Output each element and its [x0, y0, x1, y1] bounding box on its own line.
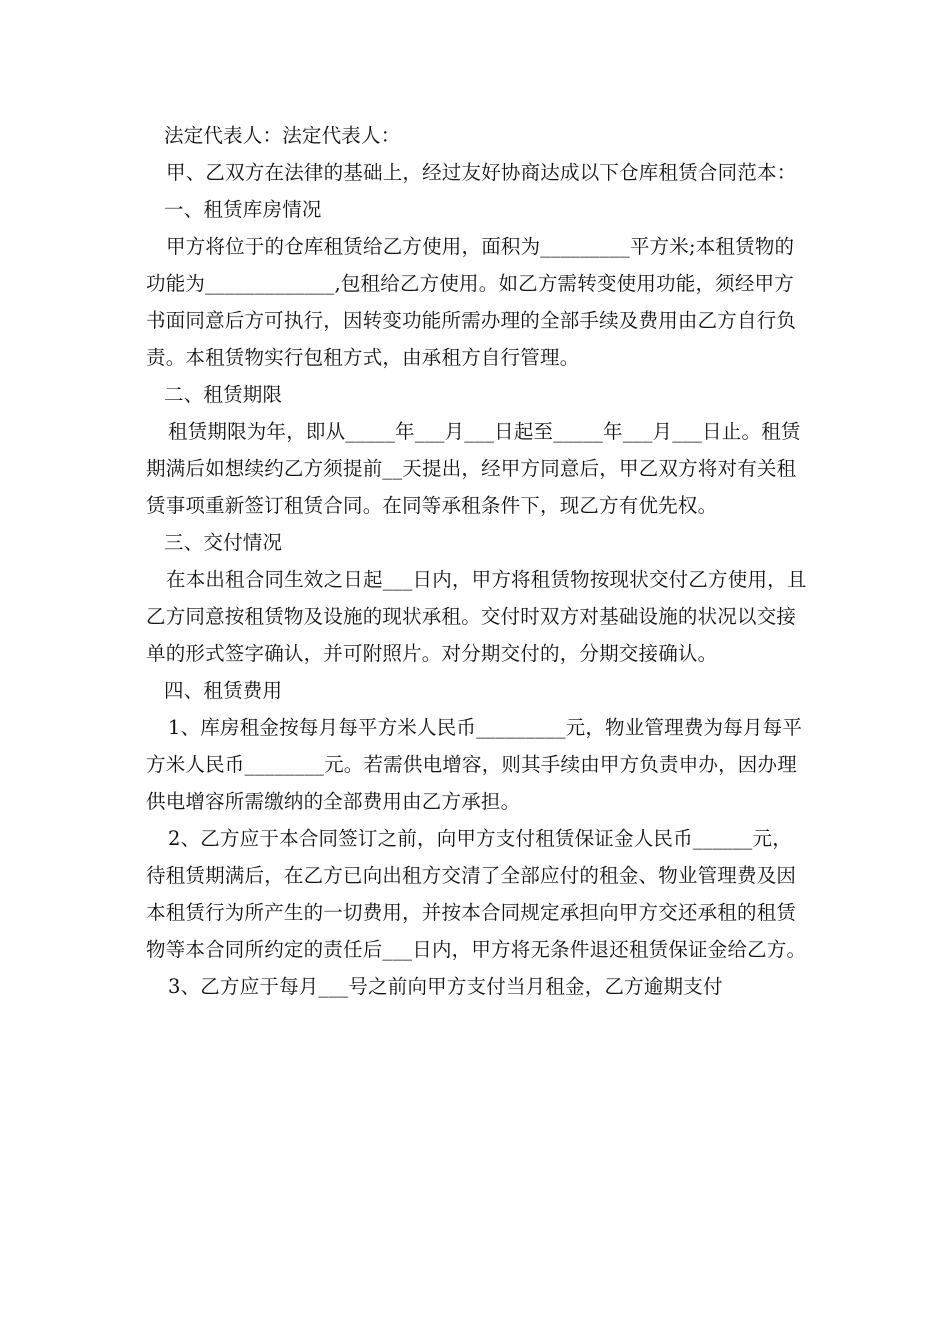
delivery-paragraph: 在本出租合同生效之日起___日内，甲方将租赁物按现状交付乙方使用，且乙方同意按租赁物及设施的现状承租。交付时双方对基础设施的状况以交接单的形式签字确认，并可附照片。对分期交付的，分期交接确认。 — [146, 568, 807, 665]
section-heading-premises: 一、租赁库房情况 — [164, 198, 322, 221]
section-heading-delivery: 三、交付情况 — [164, 531, 283, 554]
fees-item-2: 2、乙方应于本合同签订之前，向甲方支付租赁保证金人民币______元，待租赁期满后，在乙方已向出租方交清了全部应付的租金、物业管理费及因本租赁行为所产生的一切费用，并按本合同规定承担向甲方交还承租的租赁物等本合同所约定的责任后___日内，甲方将无条件退还租赁保证金给乙方。 — [146, 827, 807, 961]
term-paragraph: 租赁期限为年，即从_____年___月___日起至_____年___月___日止。租赁期满后如想续约乙方须提前__天提出，经甲方同意后，甲乙双方将对有关租赁事项重新签订租赁合同。在同等承租条件下，现乙方有优先权。 — [146, 420, 801, 517]
representative-line: 法定代表人：法定代表人： — [164, 124, 401, 147]
fees-item-3: 3、乙方应于每月___号之前向甲方支付当月租金，乙方逾期支付 — [168, 975, 723, 998]
intro-paragraph: 甲、乙双方在法律的基础上，经过友好协商达成以下仓库租赁合同范本： — [166, 161, 797, 184]
premises-paragraph: 甲方将位于的仓库租赁给乙方使用，面积为_________平方米;本租赁物的功能为_____________,包租给乙方使用。如乙方需转变使用功能，须经甲方书面同意后方可执行，因转变功能所需办理的全部手续及费用由乙方自行负责。本租赁物实行包租方式，由承租方自行管理。 — [146, 235, 797, 369]
fees-item-1: 1、库房租金按每月每平方米人民币_________元，物业管理费为每月每平方米人民币________元。若需供电增容，则其手续由甲方负责申办，因办理供电增容所需缴纳的全部费用由乙方承担。 — [146, 716, 803, 813]
section-heading-term: 二、租赁期限 — [164, 383, 283, 406]
section-heading-fees: 四、租赁费用 — [164, 679, 283, 702]
document-body — [146, 117, 811, 1005]
